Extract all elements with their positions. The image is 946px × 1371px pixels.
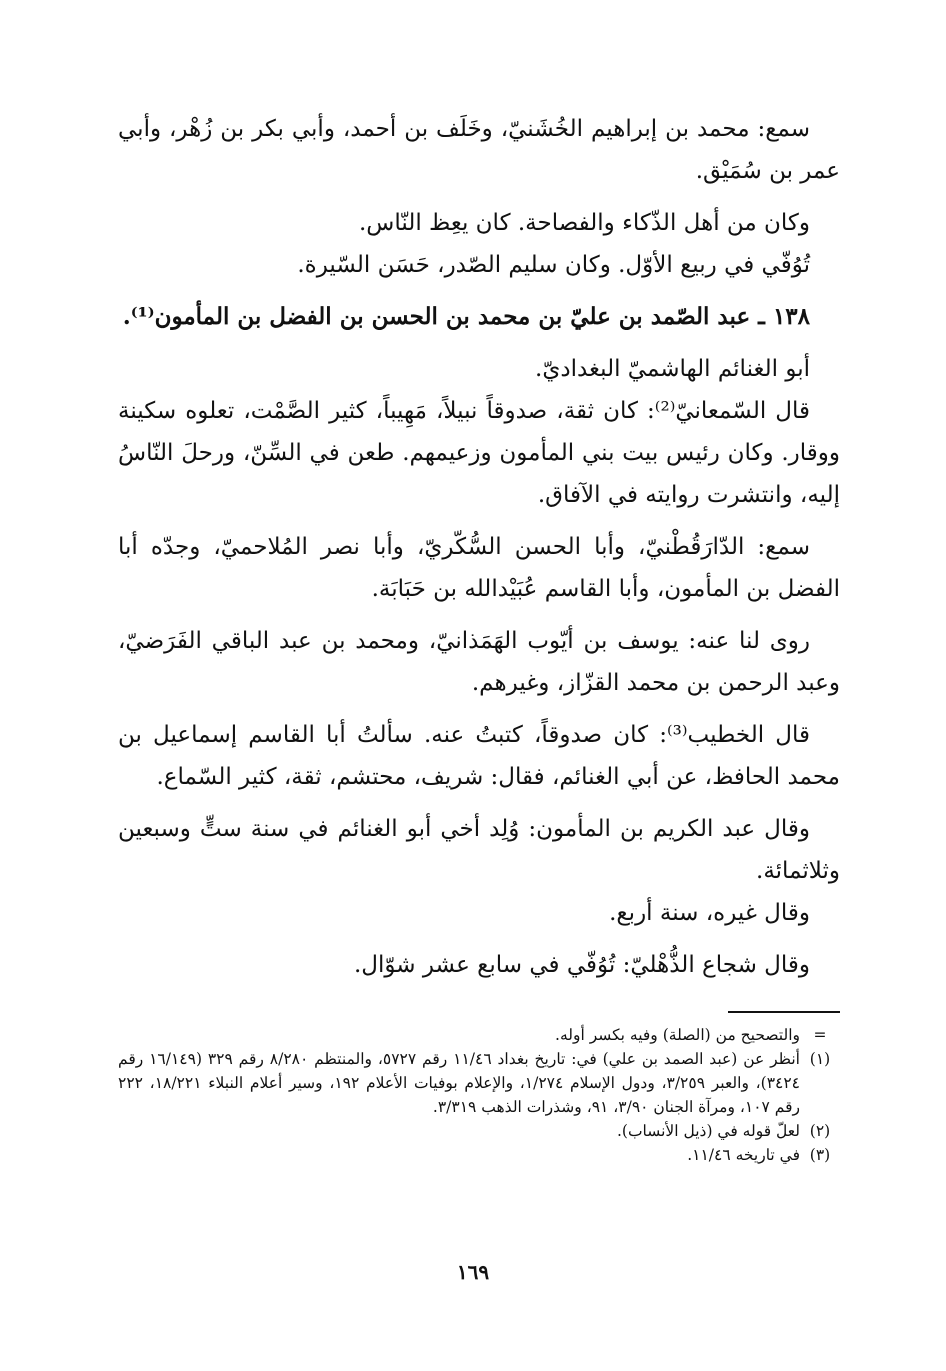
spacer — [118, 704, 840, 714]
spacer — [118, 610, 840, 620]
main-text — [118, 108, 840, 1164]
paragraph-khatib: قال الخطيب⁽³⁾: كان صدوقاً، كتبتُ عنه. سألتُ أبا القاسم إسماعيل بن محمد الحافظ، عن أبي الغنائم، فقال: شريف، محتشم، ثقة، كثير السّماع. — [118, 722, 840, 790]
spacer — [118, 934, 840, 944]
paragraph-heard-2: سمع: الدّارَقُطْنيّ، وأبا الحسن السُّكّريّ، وأبا نصر المُلاحميّ، وجدّه أبا الفضل بن المأمون، وأبا القاسم عُبَيْدالله بن حَبَابَة. — [118, 534, 840, 602]
paragraph-intelligence: وكان من أهل الذّكاء والفصاحة. كان يعِظ النّاس. — [358, 210, 810, 236]
spacer — [118, 338, 840, 348]
footnote-text: أنظر عن (عبد الصمد بن علي) في: تاريخ بغداد ١١/٤٦ رقم ٥٧٢٧، والمنتظم ٨/٢٨٠ رقم ٣٢٩ (١٦/١٤٩ رقم ٣٤٢٤)، والعبر ٣/٢٥٩، ودول الإسلام ١/٢٧٤، والإعلام بوفيات الأعلام ١٩٢، وسير أعلام النبلاء ١٨/٢٢١، ٢٢٢ رقم ١٠٧، ومرآة الجنان ٣/٩٠، ٩١، وشذرات الذهب ٣/٣١٩. — [118, 1050, 800, 1116]
footnote-continuation — [118, 1023, 840, 1047]
paragraph-born: وقال عبد الكريم بن المأمون: وُلِد أخي أبو الغنائم في سنة ستٍّ وسبعين وثلاثمائة. — [118, 816, 840, 884]
spacer — [118, 516, 840, 526]
footnote-text: لعلّ قوله في (ذيل الأنساب). — [616, 1122, 800, 1140]
footnote-divider — [728, 1011, 840, 1013]
paragraph-samani: قال السّمعانيّ⁽²⁾: كان ثقة، صدوقاً نبيلاً، مَهِيباً، كثير الصَّمْت، تعلوه سكينة ووقار. وكان رئيس بيت بني المأمون وزعيمهم. طعن في السِّنّ، ورحلَ النّاسُ إليه، وانتشرت روايته في الآفاق. — [118, 398, 840, 508]
entry-heading-138: ١٣٨ ـ عبد الصّمد بن عليّ بن محمد بن الحسن بن الفضل بن المأمون⁽¹⁾. — [122, 303, 810, 330]
paragraph-heard-1: سمع: محمد بن إبراهيم الخُشَنيّ، وخَلَف بن أحمد، وأبي بكر بن زُهْر، وأبي عمر بن سُمَيْق. — [118, 116, 840, 184]
paragraph-other: وقال غيره، سنة أربع. — [609, 900, 810, 926]
spacer — [118, 192, 840, 202]
paragraph-narrated: روى لنا عنه: يوسف بن أيّوب الهَمَذانيّ، ومحمد بن عبد الباقي الفَرَضيّ، وعبد الرحمن بن محمد القزّاز، وغيرهم. — [118, 628, 840, 696]
paragraph-kunya: أبو الغنائم الهاشميّ البغداديّ. — [535, 356, 810, 382]
footnote-mark: (١) — [809, 1050, 831, 1068]
footnotes — [118, 1023, 840, 1167]
paragraph-dhuhli: وقال شجاع الذُّهْليّ: تُوُفّي في سابع عشر شوّال. — [353, 952, 810, 978]
page-number: ١٦٩ — [456, 1260, 490, 1284]
footnote-text: في تاريخه ١١/٤٦. — [687, 1146, 800, 1164]
footnote-3 — [118, 1143, 840, 1167]
footnote-1 — [118, 1047, 840, 1119]
spacer — [118, 286, 840, 296]
footnote-mark: (٢) — [809, 1122, 831, 1140]
paragraph-death: تُوُفّي في ربيع الأوّل. وكان سليم الصّدر، حَسَن السّيرة. — [297, 252, 810, 278]
spacer — [118, 798, 840, 808]
footnote-text: والتصحيح من (الصلة) وفيه بكسر أوله. — [555, 1026, 800, 1044]
footnote-mark: (٣) — [809, 1146, 831, 1164]
footnote-mark: = — [813, 1026, 827, 1044]
footnote-2 — [118, 1119, 840, 1143]
